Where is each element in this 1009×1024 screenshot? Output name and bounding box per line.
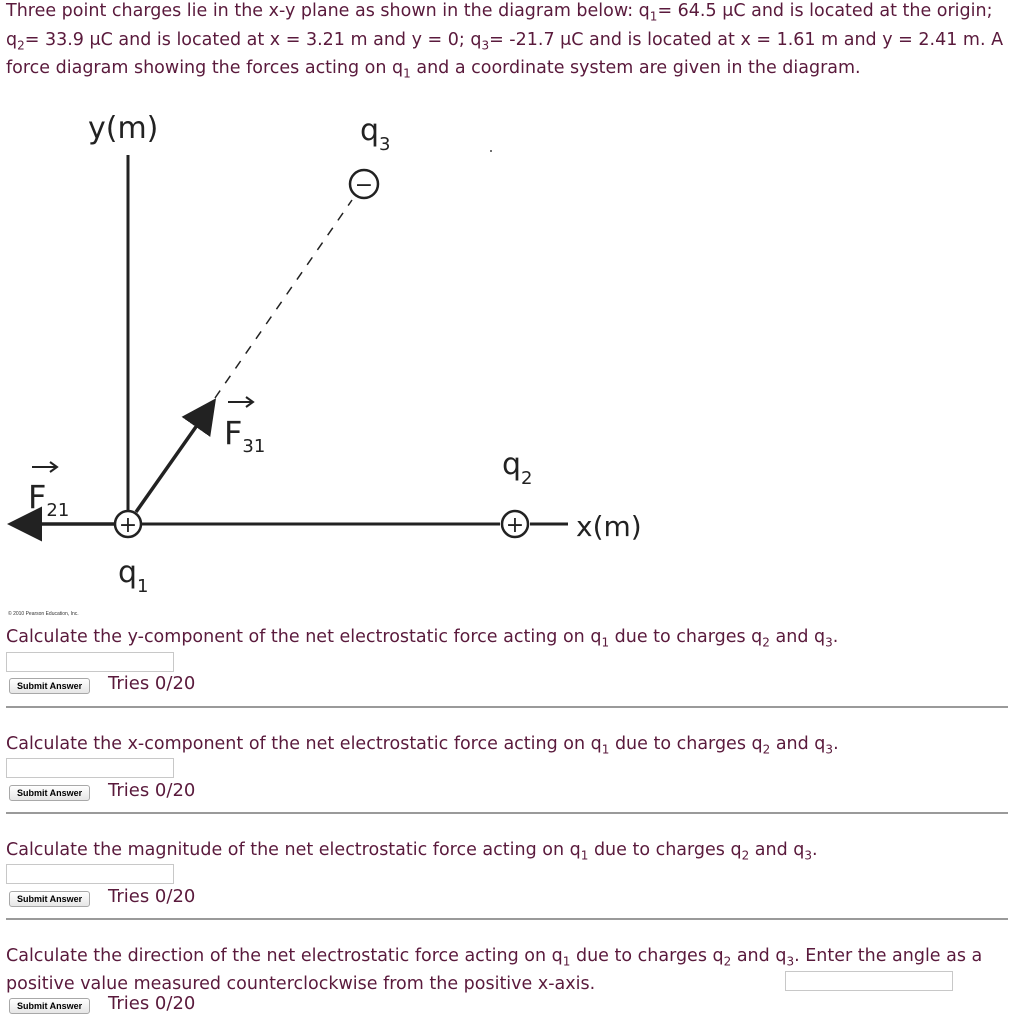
- question-3-submit-button[interactable]: Submit Answer: [9, 891, 90, 907]
- question-2-tries: Tries 0/20: [108, 780, 196, 801]
- divider-3: [6, 918, 1008, 920]
- q1-plus-sign: +: [118, 513, 138, 538]
- question-4-tries: Tries 0/20: [108, 993, 196, 1014]
- problem-statement: Three point charges lie in the x-y plane as shown in the diagram below: $q_1= 64.5$ μC and is located at the origin; $q_2= 33.9$ μC and is located at x = 3.21 m and y = 0; $q_3= -21.7$ μC and is located at x = 1.61 m and y = 2.41 m. A force diagram showing the forces acting on $q_1$ and a coordinate system are given in the diagram.: [6, 1, 1004, 81]
- stray-dot: [490, 150, 492, 152]
- force-diagram: [0, 100, 700, 610]
- question-1-submit-button[interactable]: Submit Answer: [9, 678, 90, 694]
- question-1-answer-input[interactable]: [6, 652, 174, 672]
- f31-arrow: [136, 404, 212, 512]
- f31-label: $F_{31}$: [224, 414, 266, 457]
- q2-plus-sign: +: [505, 513, 525, 538]
- y-axis-label: y(m): [88, 111, 159, 146]
- question-1-tries: Tries 0/20: [108, 673, 196, 694]
- question-4-answer-input[interactable]: [785, 971, 953, 991]
- q1-q3-dashed-line: [215, 200, 352, 398]
- question-1-text: Calculate the y-component of the net electrostatic force acting on $q_1$ due to charges $q_2$ and $q_3$.: [6, 627, 839, 650]
- question-4-submit-button[interactable]: Submit Answer: [9, 998, 90, 1014]
- question-2-answer-input[interactable]: [6, 758, 174, 778]
- question-4-text: Calculate the direction of the net electrostatic force acting on $q_1$ due to charges $q_2$ and $q_3$. Enter the angle as a positive value measured counterclockwise from the positive x-axis.: [6, 946, 983, 994]
- q2-label: $q_2$: [502, 447, 533, 489]
- q3-minus-sign: −: [354, 173, 374, 198]
- divider-2: [6, 812, 1008, 814]
- copyright-notice: © 2010 Pearson Education, Inc.: [8, 611, 79, 617]
- question-2-text: Calculate the x-component of the net electrostatic force acting on $q_1$ due to charges $q_2$ and $q_3$.: [6, 734, 839, 757]
- question-3-tries: Tries 0/20: [108, 886, 196, 907]
- q1-label: $q_1$: [118, 555, 149, 597]
- question-2-submit-button[interactable]: Submit Answer: [9, 785, 90, 801]
- question-3-text: Calculate the magnitude of the net electrostatic force acting on $q_1$ due to charges $q_2$ and $q_3$.: [6, 840, 818, 863]
- question-3-answer-input[interactable]: [6, 864, 174, 884]
- divider-1: [6, 706, 1008, 708]
- f21-label: $F_{21}$: [28, 478, 70, 521]
- x-axis-label: x(m): [576, 510, 642, 543]
- q3-label: $q_3$: [360, 113, 391, 155]
